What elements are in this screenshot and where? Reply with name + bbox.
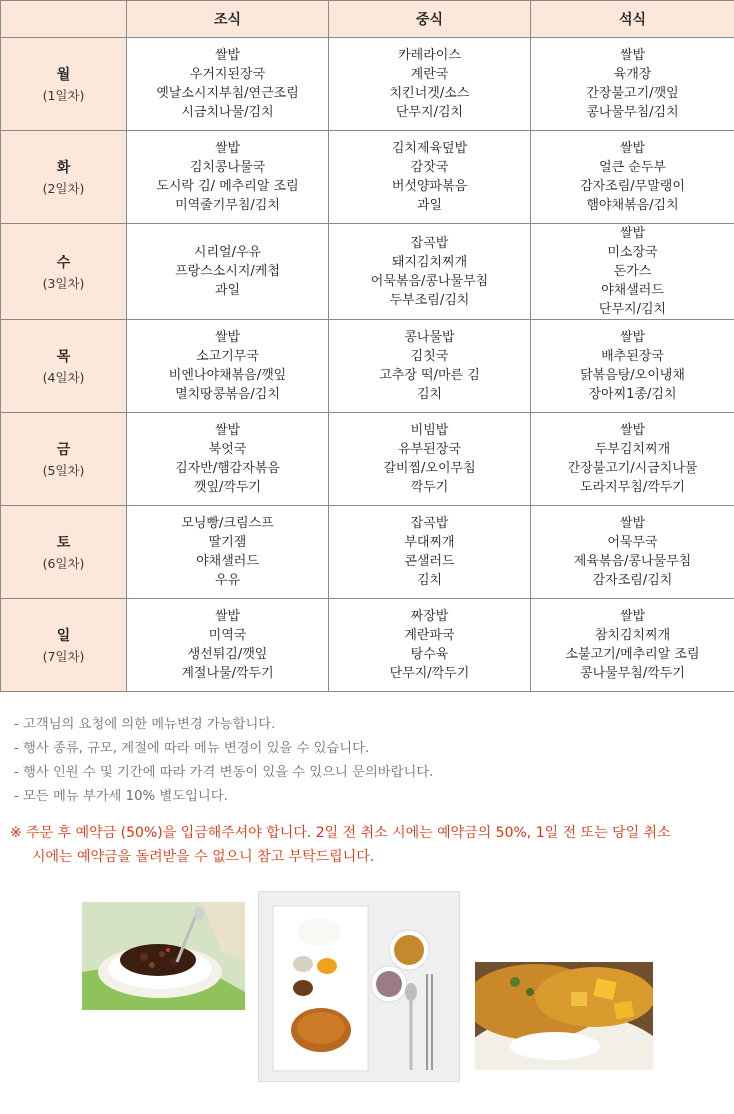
photo-jjajang-rice	[82, 902, 245, 1010]
day-number: (5일차)	[42, 463, 85, 478]
table-row	[1, 506, 734, 599]
menu-table-body	[1, 38, 734, 692]
menu-item: 쌀밥	[619, 226, 646, 241]
day-cell	[1, 599, 127, 692]
header-breakfast: 조식	[127, 1, 329, 38]
day-number: (7일차)	[42, 649, 85, 664]
note-line: - 고객님의 요청에 의한 메뉴변경 가능합니다.	[14, 717, 276, 732]
menu-item: 단무지/깍두기	[389, 666, 470, 681]
menu-item: 멸치땅콩볶음/김치	[175, 387, 280, 402]
menu-item: 돼지김치찌개	[391, 254, 468, 270]
menu-item: 단무지/김치	[395, 105, 464, 120]
menu-item: 미소장국	[607, 245, 658, 260]
menu-item: 장아찌1종/김치	[588, 387, 677, 402]
menu-item: 쌀밥	[619, 330, 646, 345]
note-line: - 행사 인원 수 및 기간에 따라 가격 변동이 있을 수 있으니 문의바랍니다.	[14, 765, 434, 780]
warning-line-2: 시에는 예약금을 돌려받을 수 없으니 참고 부탁드립니다.	[32, 849, 375, 865]
lunch-cell	[329, 506, 531, 599]
menu-item: 쌀밥	[619, 423, 646, 438]
menu-item: 쌀밥	[214, 141, 241, 156]
menu-item: 쌀밥	[619, 609, 646, 624]
breakfast-cell	[127, 599, 329, 692]
menu-item: 짜장밥	[410, 609, 449, 624]
day-name: 토	[56, 535, 71, 551]
menu-item: 간장불고기/깻잎	[586, 86, 679, 101]
menu-item: 모닝빵/크림스프	[181, 516, 274, 531]
day-number: (4일차)	[42, 370, 85, 385]
lunch-cell	[329, 599, 531, 692]
day-name: 일	[56, 628, 71, 644]
menu-item: 갈비찜/오이무침	[383, 461, 476, 476]
day-name: 화	[56, 160, 71, 176]
menu-item: 쌀밥	[619, 48, 646, 63]
day-cell	[1, 38, 127, 131]
menu-item: 햄야채볶음/김치	[586, 198, 679, 213]
dinner-cell	[531, 413, 734, 506]
deposit-warning	[10, 821, 730, 869]
dinner-cell	[531, 320, 734, 413]
menu-item: 치킨너겟/소스	[389, 86, 470, 101]
photo-curry-rice	[475, 962, 653, 1070]
menu-item: 쌀밥	[619, 516, 646, 531]
menu-item: 쌀밥	[214, 48, 241, 63]
table-row	[1, 131, 734, 224]
menu-item: 콘샐러드	[404, 554, 455, 569]
menu-item: 계란파국	[404, 628, 455, 643]
menu-item: 과일	[416, 198, 443, 213]
menu-item: 북엇국	[208, 442, 247, 457]
table-row	[1, 224, 734, 320]
menu-item: 계란국	[410, 67, 449, 82]
note-line: - 행사 종류, 규모, 계절에 따라 메뉴 변경이 있을 수 있습니다.	[14, 741, 370, 756]
menu-item: 고추장 떡/마른 김	[379, 368, 480, 383]
menu-item: 깻잎/깍두기	[193, 480, 262, 495]
lunch-cell	[329, 224, 531, 320]
menu-item: 소불고기/메추리알 조림	[565, 647, 700, 662]
dinner-cell	[531, 506, 734, 599]
header-dinner: 석식	[531, 1, 734, 38]
dinner-cell	[531, 131, 734, 224]
menu-item: 시리얼/우유	[193, 245, 262, 260]
menu-item: 김칫국	[410, 349, 449, 364]
breakfast-cell	[127, 506, 329, 599]
breakfast-cell	[127, 320, 329, 413]
day-number: (3일차)	[42, 275, 85, 291]
menu-item: 깍두기	[410, 480, 449, 495]
day-number: (1일차)	[42, 88, 85, 103]
menu-item: 김치	[416, 387, 443, 402]
menu-item: 비엔나야채볶음/깻잎	[168, 368, 287, 383]
menu-item: 부대찌개	[404, 535, 455, 550]
menu-item: 계절나물/깍두기	[181, 666, 274, 681]
warning-line-1: ※ 주문 후 예약금 (50%)을 입금해주셔야 합니다. 2일 전 취소 시에는 예약금의 50%, 1일 전 또는 당일 취소	[10, 825, 671, 841]
menu-item: 육개장	[613, 67, 652, 82]
day-cell	[1, 320, 127, 413]
menu-item: 쌀밥	[619, 141, 646, 156]
menu-item: 도시락 김/ 메추리알 조림	[156, 179, 299, 194]
table-row	[1, 320, 734, 413]
menu-item: 우유	[214, 573, 241, 588]
table-row	[1, 599, 734, 692]
menu-item: 감자조림/무말랭이	[580, 179, 685, 194]
menu-item: 콩나물무침/깍두기	[580, 666, 685, 681]
menu-item: 도라지무침/깍두기	[580, 480, 685, 495]
menu-item: 시금치나물/김치	[181, 105, 274, 120]
menu-item: 닭볶음탕/오이냉채	[580, 368, 685, 383]
menu-item: 카레라이스	[398, 48, 461, 63]
day-cell	[1, 224, 127, 320]
menu-item: 간장불고기/시금치나물	[567, 461, 698, 476]
menu-item: 두부조림/김치	[389, 292, 470, 308]
menu-item: 배추된장국	[601, 349, 664, 364]
day-name: 목	[56, 349, 71, 365]
menu-item: 과일	[214, 283, 241, 298]
table-row	[1, 38, 734, 131]
breakfast-cell	[127, 224, 329, 320]
day-name: 월	[56, 67, 71, 83]
lunch-cell	[329, 413, 531, 506]
day-number: (2일차)	[42, 181, 85, 196]
day-cell	[1, 506, 127, 599]
menu-item: 콩나물무침/김치	[586, 105, 679, 120]
menu-item: 두부김치찌개	[594, 442, 671, 457]
menu-item: 쌀밥	[214, 330, 241, 345]
menu-item: 감자조림/김치	[592, 573, 673, 588]
menu-item: 미역국	[208, 628, 247, 643]
day-name: 금	[56, 442, 71, 458]
menu-item: 프랑스소시지/케첩	[175, 264, 280, 279]
menu-item: 돈가스	[613, 264, 652, 279]
lunch-cell	[329, 320, 531, 413]
menu-item: 김자반/햄감자볶음	[175, 461, 280, 476]
breakfast-cell	[127, 413, 329, 506]
header-lunch: 중식	[329, 1, 531, 38]
menu-item: 김치제육덮밥	[391, 141, 468, 156]
lunch-cell	[329, 38, 531, 131]
menu-item: 유부된장국	[398, 442, 461, 457]
breakfast-cell	[127, 38, 329, 131]
menu-item: 소고기무국	[196, 349, 259, 364]
menu-item: 잡곡밥	[410, 516, 449, 531]
menu-item: 딸기잼	[208, 535, 247, 550]
menu-item: 생선튀김/깻잎	[187, 647, 268, 662]
menu-item: 비빔밥	[410, 423, 449, 438]
menu-item: 제육볶음/콩나물무침	[573, 554, 692, 569]
menu-item: 쌀밥	[214, 423, 241, 438]
day-number: (6일차)	[42, 556, 85, 571]
menu-notes	[14, 713, 433, 809]
header-corner	[1, 1, 127, 38]
menu-item: 콩나물밥	[404, 330, 455, 345]
day-name: 수	[56, 254, 71, 271]
menu-item: 김치	[416, 573, 443, 588]
menu-item: 감잣국	[410, 160, 449, 175]
menu-item: 얼큰 순두부	[599, 160, 666, 175]
dinner-cell	[531, 599, 734, 692]
menu-item: 버섯양파볶음	[391, 179, 468, 194]
menu-item: 야채샐러드	[196, 554, 259, 569]
photo-tonkatsu-set	[258, 891, 460, 1082]
day-cell	[1, 413, 127, 506]
dinner-cell	[531, 38, 734, 131]
menu-item: 우거지된장국	[189, 67, 266, 82]
breakfast-cell	[127, 131, 329, 224]
menu-item: 어묵무국	[607, 535, 658, 550]
table-row	[1, 413, 734, 506]
menu-item: 단무지/김치	[598, 302, 667, 317]
table-header-row	[1, 1, 734, 38]
day-cell	[1, 131, 127, 224]
menu-item: 김치콩나물국	[189, 160, 266, 175]
note-line: - 모든 메뉴 부가세 10% 별도입니다.	[14, 789, 228, 804]
menu-item: 쌀밥	[214, 609, 241, 624]
menu-item: 탕수육	[410, 647, 449, 662]
menu-item: 옛날소시지부침/연근조림	[156, 86, 299, 101]
menu-item: 미역줄기무침/김치	[175, 198, 280, 213]
menu-item: 야채샐러드	[601, 283, 664, 298]
dinner-cell	[531, 224, 734, 320]
menu-item: 어묵볶음/콩나물무침	[370, 273, 489, 289]
menu-item: 잡곡밥	[410, 235, 449, 251]
menu-item: 참치김치찌개	[594, 628, 671, 643]
lunch-cell	[329, 131, 531, 224]
